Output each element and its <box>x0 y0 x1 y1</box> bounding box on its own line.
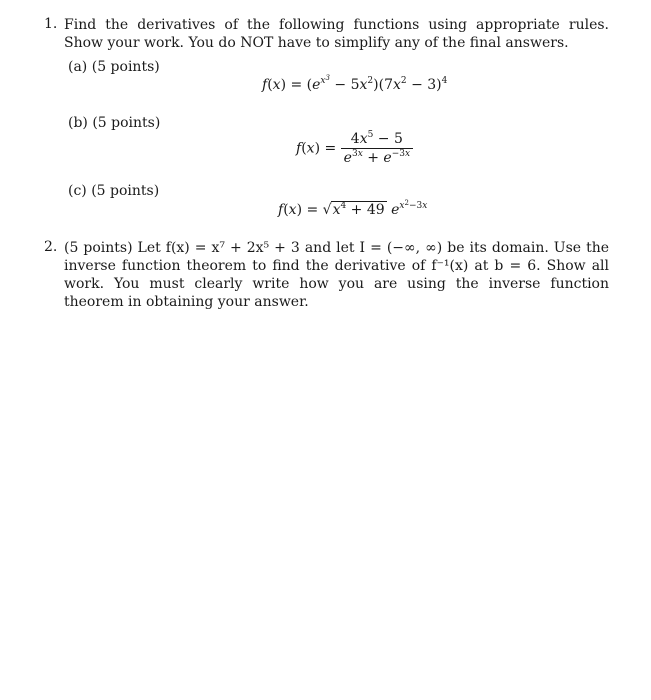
part-a-label: (a) <box>68 59 88 75</box>
part-b-points: (5 points) <box>92 115 161 131</box>
part-c-heading <box>68 183 159 199</box>
part-b-equation: f(x) = $\frac{4x^5 - 5}{e^{3x} + e^{-3x}}$ <box>296 130 413 167</box>
part-c-equation: $f(x) = √x^4 + 49$ $e^{x^2-3x}$ <box>278 199 428 218</box>
question-1-text: Find the derivatives of the following functions using appropriate rules. Show your work. You do NOT have to simplify any of the final answers. <box>64 17 609 51</box>
part-a-heading <box>68 59 160 75</box>
part-c-label: (c) <box>68 183 87 199</box>
question-1-number: 1. <box>44 16 58 32</box>
question-2-number: 2. <box>44 239 58 255</box>
part-b-heading <box>68 115 160 131</box>
part-a-equation: $f(x) = (e^{x^3} - 5x^2)(7x^2 - 3)^4$ <box>262 74 448 93</box>
part-b-label: (b) <box>68 115 88 131</box>
part-b-fraction: $\frac{4x^5 - 5}{e^{3x} + e^{-3x}}$ <box>341 130 413 167</box>
part-c-points: (5 points) <box>91 183 160 199</box>
question-2-text: (5 points) Let f(x) = x⁷ + 2x⁵ + 3 and let I = (−∞, ∞) be its domain. Use the inverse function theorem to find the derivative of f⁻¹(x) at b = 6. Show all work. You must clearly write how you are using the inverse function theorem in obtaining your answer. <box>64 240 609 310</box>
part-a-points: (5 points) <box>91 59 160 75</box>
